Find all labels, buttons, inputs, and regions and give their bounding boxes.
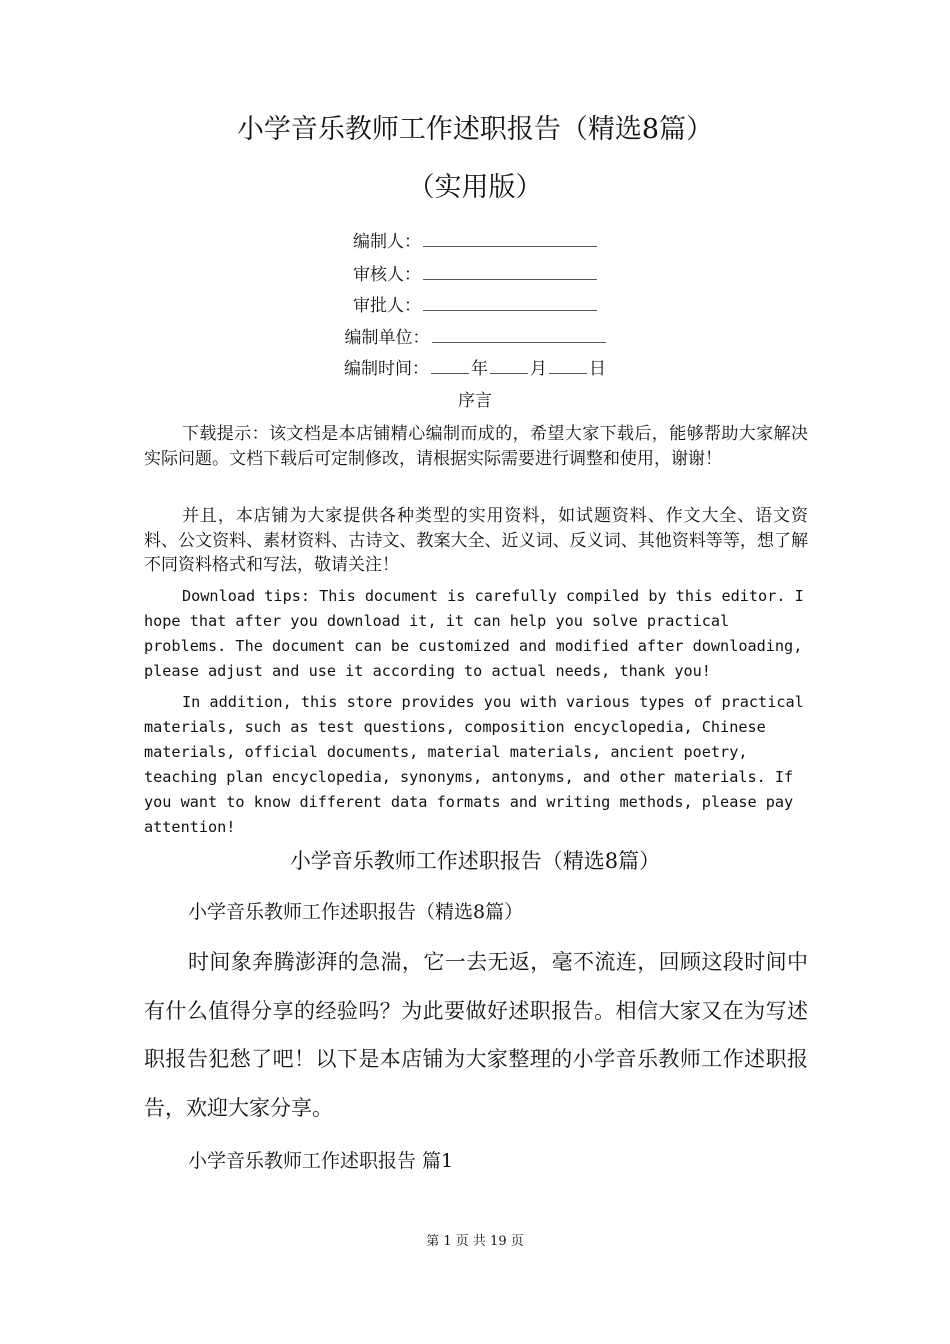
preface-cn-paragraph-2: 并且，本店铺为大家提供各种类型的实用资料，如试题资料、作文大全、语文资料、公文资料、素材资料、古诗文、教案大全、近义词、反义词、其他资料等等，想了解不同资料格式和写法，敬请关注！	[144, 506, 808, 575]
approver-label: 审批人：	[353, 296, 421, 316]
month-blank	[490, 357, 528, 374]
document-subtitle: （实用版）	[407, 172, 543, 203]
form-row-compiler	[0, 229, 950, 255]
compiler-label: 编制人：	[353, 232, 421, 252]
month-label: 月	[530, 359, 547, 379]
page-footer: 第 1 页 共 19 页	[426, 1234, 524, 1249]
section-title: 小学音乐教师工作述职报告（精选8篇）	[289, 849, 661, 873]
time-label: 编制时间：	[344, 359, 429, 379]
document-title: 小学音乐教师工作述职报告（精选8篇）	[236, 114, 714, 145]
approver-blank	[423, 294, 597, 311]
form-row-approver	[0, 293, 950, 319]
year-label: 年	[471, 359, 488, 379]
reviewer-label: 审核人：	[353, 265, 421, 285]
form-row-reviewer	[0, 262, 950, 288]
day-label: 日	[589, 359, 606, 379]
year-blank	[431, 357, 469, 374]
preface-cn-paragraph-1: 下载提示：该文档是本店铺精心编制而成的，希望大家下载后，能够帮助大家解决实际问题。文档下载后可定制修改，请根据实际需要进行调整和使用，谢谢！	[144, 424, 808, 469]
body-paragraph: 时间象奔腾澎湃的急湍，它一去无返，毫不流连，回顾这段时间中有什么值得分享的经验吗？为此要做好述职报告。相信大家又在为写述职报告犯愁了吧！以下是本店铺为大家整理的小学音乐教师工作述职报告，欢迎大家分享。	[144, 950, 808, 1120]
preface-en-paragraph-2: In addition, this store provides you with various types of practical materials, such as test questions, composition encyclopedia, Chinese materials, official documents, material materials, ancient poetry, teaching plan encyclopedia, synonyms, antonyms, and other materials. If you want to know different data formats and writing methods, please pay attention!	[144, 693, 804, 836]
preface-label: 序言	[458, 391, 492, 411]
preface-en-paragraph-1: Download tips: This document is carefully compiled by this editor. I hope that after you download it, it can help you solve practical problems. The document can be customized and modified after downloading, please adjust and use it according to actual needs, thank you!	[144, 587, 804, 680]
unit-label: 编制单位：	[344, 328, 430, 348]
form-row-unit	[0, 325, 950, 351]
form-row-time	[0, 356, 950, 382]
unit-blank	[432, 326, 606, 343]
reviewer-blank	[423, 263, 597, 280]
day-blank	[549, 357, 587, 374]
section-subtitle: 小学音乐教师工作述职报告（精选8篇）	[188, 901, 524, 923]
compiler-blank	[423, 230, 597, 247]
part-heading: 小学音乐教师工作述职报告 篇1	[188, 1150, 454, 1172]
